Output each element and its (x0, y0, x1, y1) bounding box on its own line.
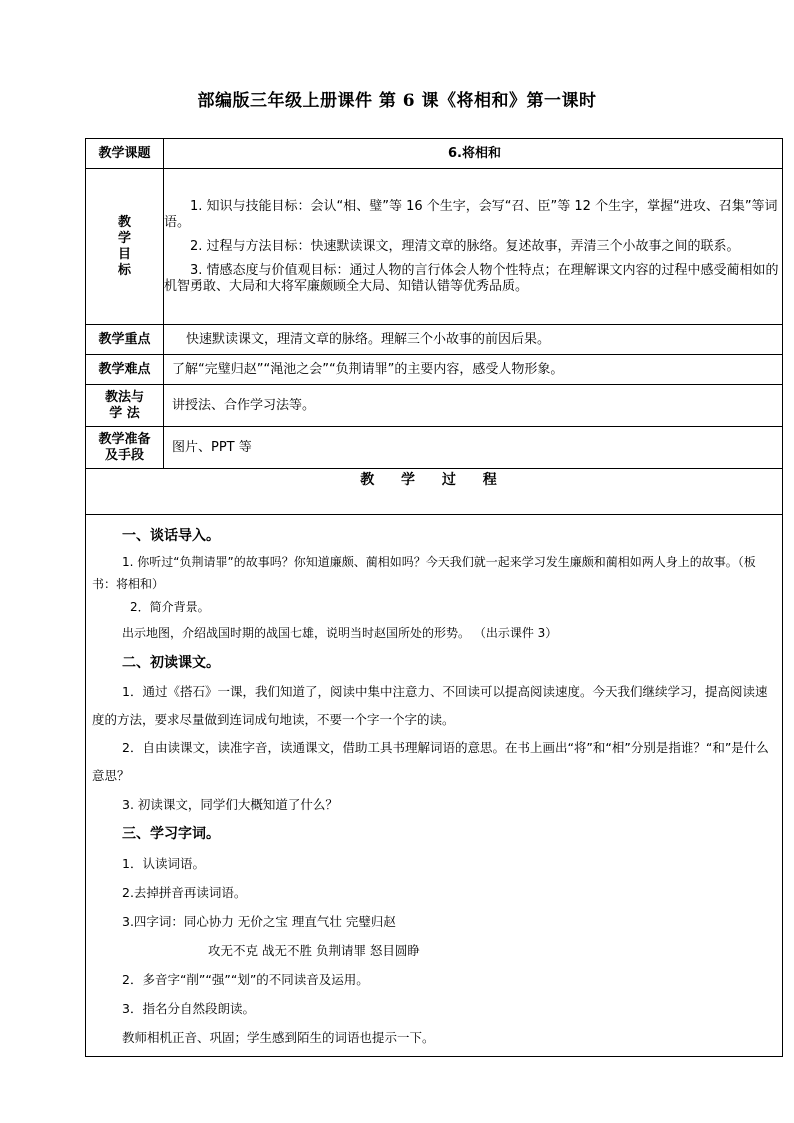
section-line: 2.去掉拼音再读词语。 (122, 885, 247, 900)
goal-item: 2. 过程与方法目标：快速默读课文，理清文章的脉络。复述故事，弄清三个小故事之间的联系。 (190, 238, 740, 254)
section-line: 2．简介背景。 (130, 600, 210, 614)
section-line: 攻无不克 战无不胜 负荆请罪 怒目圆睁 (208, 943, 420, 958)
difficulties-label: 教学难点 (86, 355, 164, 385)
process-body (86, 515, 783, 1057)
row-key-points (86, 325, 783, 355)
prep-label: 教学准备 及手段 (86, 427, 164, 469)
document-title: 部编版三年级上册课件 第 6 课《将相和》第一课时 (197, 91, 597, 111)
process-heading: 教 学 过 程 (86, 469, 783, 515)
section-line: 1. 你听过“负荆请罪”的故事吗？你知道廉颇、蔺相如吗？今天我们就一起来学习发生廉颇和蔺相如两人身上的故事。（板书：将相和） (92, 555, 756, 591)
section-line: 1．认读词语。 (122, 856, 205, 871)
section-line: 2．多音字“削”“强”“划”的不同读音及运用。 (122, 972, 369, 987)
row-process-body (86, 515, 783, 1057)
goal-item: 1. 知识与技能目标：会认“相、璧”等 16 个生字，会写“召、臣”等 12 个生字，掌握“进攻、召集”等词语。 (164, 198, 778, 230)
section-title: 一、谈话导入。 (122, 528, 220, 544)
section-title: 二、初读课文。 (122, 655, 220, 671)
goals-content (164, 169, 783, 325)
section-line: 3. 初读课文，同学们大概知道了什么？ (122, 797, 338, 812)
topic-value: 6.将相和 (164, 139, 783, 169)
methods-label: 教法与 学 法 (86, 385, 164, 427)
methods-value: 讲授法、合作学习法等。 (164, 385, 783, 427)
row-difficulties (86, 355, 783, 385)
section-line: 教师相机正音、巩固；学生感到陌生的词语也提示一下。 (122, 1030, 435, 1045)
lesson-plan-table (85, 138, 783, 1057)
section-title: 三、学习字词。 (122, 826, 220, 842)
row-prep (86, 427, 783, 469)
goal-item: 3. 情感态度与价值观目标：通过人物的言行体会人物个性特点；在理解课文内容的过程中感受蔺相如的机智勇敢、大局和大将军廉颇顾全大局、知错认错等优秀品质。 (164, 262, 779, 294)
section-line: 出示地图，介绍战国时期的战国七雄，说明当时赵国所处的形势。 （出示课件 3） (122, 626, 558, 640)
section-line: 2．自由读课文，读准字音，读通课文，借助工具书理解词语的意思。在书上画出“将”和“相”分别是指谁？“和”是什么意思？ (92, 740, 769, 783)
key-points-label: 教学重点 (86, 325, 164, 355)
row-goals (86, 169, 783, 325)
row-methods (86, 385, 783, 427)
goals-label: 教 学 目 标 (86, 169, 164, 325)
topic-label: 教学课题 (86, 139, 164, 169)
row-process-heading (86, 469, 783, 515)
section-line: 1．通过《搭石》一课，我们知道了，阅读中集中注意力、不回读可以提高阅读速度。今天我们继续学习，提高阅读速度的方法，要求尽量做到连词成句地读，不要一个字一个字的读。 (92, 684, 768, 727)
section-line: 3．指名分自然段朗读。 (122, 1001, 255, 1016)
difficulties-value: 了解“完璧归赵”“渑池之会”“负荆请罪”的主要内容，感受人物形象。 (164, 355, 783, 385)
section-line: 3.四字词：同心协力 无价之宝 理直气壮 完璧归赵 (122, 914, 396, 929)
row-topic (86, 139, 783, 169)
prep-value: 图片、PPT 等 (164, 427, 783, 469)
key-points-value: 快速默读课文，理清文章的脉络。理解三个小故事的前因后果。 (164, 325, 783, 355)
